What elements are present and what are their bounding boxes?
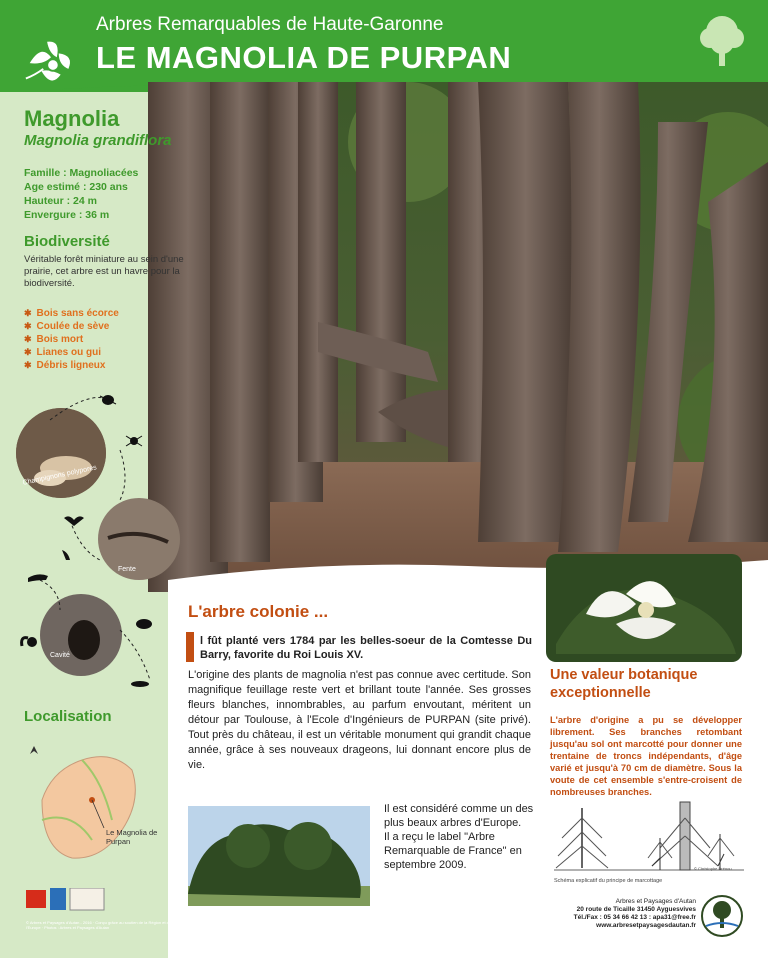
schema-caption: Schéma explicatif du principe de marcottage xyxy=(554,878,663,884)
side-paragraph-1: Il est considéré comme un des plus beaux arbres d'Europe. xyxy=(384,803,534,829)
contact-web[interactable]: www.arbresetpaysagesdautan.fr xyxy=(596,922,696,929)
drop-cap xyxy=(186,632,194,662)
location-map xyxy=(22,740,152,866)
contact-phone: Tél./Fax : 05 34 66 42 13 : apa31@free.fr xyxy=(573,914,696,921)
fact-height: Hauteur : 24 m xyxy=(24,195,97,207)
polypore-label: Champignons polypores xyxy=(22,464,98,487)
schema-credit: © Christophe Drénou xyxy=(694,866,732,871)
spider-icon xyxy=(124,434,144,448)
marten-icon xyxy=(28,570,48,584)
biodiversity-heading: Biodiversité xyxy=(24,233,110,250)
side-paragraph-2: Il a reçu le label "Arbre Remarquable de France" en septembre 2009. xyxy=(384,831,522,871)
page-title: LE MAGNOLIA DE PURPAN xyxy=(96,40,512,75)
list-item: ✱ Coulée de sève xyxy=(24,320,119,333)
list-item: ✱ Débris ligneux xyxy=(24,359,119,372)
main-paragraph: L'origine des plants de magnolia n'est pas connue avec certitude. Son magnifique feuillage reste vert et brillant toute l'année. Ses grosses fleurs blanches, innombrables, au parfum envoutant, méritent un détour par Toulouse, à l'Ecole d'Ingénieurs de PURPAN (site privé). Tout près du château, il est un véritable monument qui grandit chaque année, grâce à ses nouveaux drageons, lui donnant encore plus de vie. xyxy=(188,669,531,771)
crack-label: Fente xyxy=(118,566,136,573)
header-subtitle: Arbres Remarquables de Haute-Garonne xyxy=(96,14,444,35)
frog-icon xyxy=(134,616,154,630)
species-name: Magnolia xyxy=(24,106,120,131)
contact-address: 20 route de Ticaille 31450 Ayguesvives xyxy=(576,906,696,913)
valeur-heading: Une valeur botanique exceptionnelle xyxy=(550,667,698,701)
magnolia-flower-icon xyxy=(22,36,80,94)
side-paragraph xyxy=(384,802,534,872)
tree-trunks-photo xyxy=(148,82,768,592)
bat-icon xyxy=(64,514,84,528)
biodiversity-text: Véritable forêt miniature au sein d'une prairie, cet arbre est un havre pour la biodiversité. xyxy=(24,254,184,289)
list-item: ✱ Bois sans écorce xyxy=(24,307,119,320)
magnolia-flower-photo xyxy=(546,554,742,662)
contact-org: Arbres et Paysages d'Autan xyxy=(615,898,696,905)
species-latin-name: Magnolia grandiflora xyxy=(24,132,172,149)
fact-span: Envergure : 36 m xyxy=(24,209,110,221)
map-label: Le Magnolia de Purpan xyxy=(106,828,158,846)
fact-family: Famille : Magnoliacées xyxy=(24,167,139,179)
list-item: ✱ Bois mort xyxy=(24,333,119,346)
cavity-label: Cavité xyxy=(50,652,70,659)
bird-icon xyxy=(58,548,78,562)
slug-icon xyxy=(130,676,150,690)
valeur-text: L'arbre d'origine a pu se développer librement. Ses branches retombant jusqu'au sol ont marcotté pour donner une trentaine de troncs indépendants, d'âge varié et jusqu'à 70 cm de diamètre. Sous la voute de cet ensemble s'entre-croisent de nombreuses branches. xyxy=(550,715,742,797)
partner-logos xyxy=(26,888,106,912)
lead-paragraph: l fût planté vers 1784 par les belles-soeur de la Comtesse Du Barry, favorite du Roi Louis XV. xyxy=(200,635,532,661)
animal-paths xyxy=(10,390,190,700)
credits-text: © Arbres et Paysages d'Autan - 2016 · Conçu grâce au soutien de la Région et de l'Europe · Photos : Arbres et Paysages d'Autan xyxy=(26,920,172,930)
fact-age: Age estimé : 230 ans xyxy=(24,181,128,193)
tree-canopy-photo xyxy=(188,806,370,906)
list-item: ✱ Lianes ou gui xyxy=(24,346,119,359)
localisation-heading: Localisation xyxy=(24,708,112,725)
facts-list xyxy=(24,166,138,222)
biodiversity-list xyxy=(24,307,119,372)
tree-icon xyxy=(694,12,750,68)
contact-block xyxy=(562,898,696,930)
organisation-logo xyxy=(700,894,744,938)
beetle-icon xyxy=(98,392,118,406)
colonie-heading: L'arbre colonie ... xyxy=(188,602,329,621)
squirrel-icon xyxy=(20,634,40,648)
